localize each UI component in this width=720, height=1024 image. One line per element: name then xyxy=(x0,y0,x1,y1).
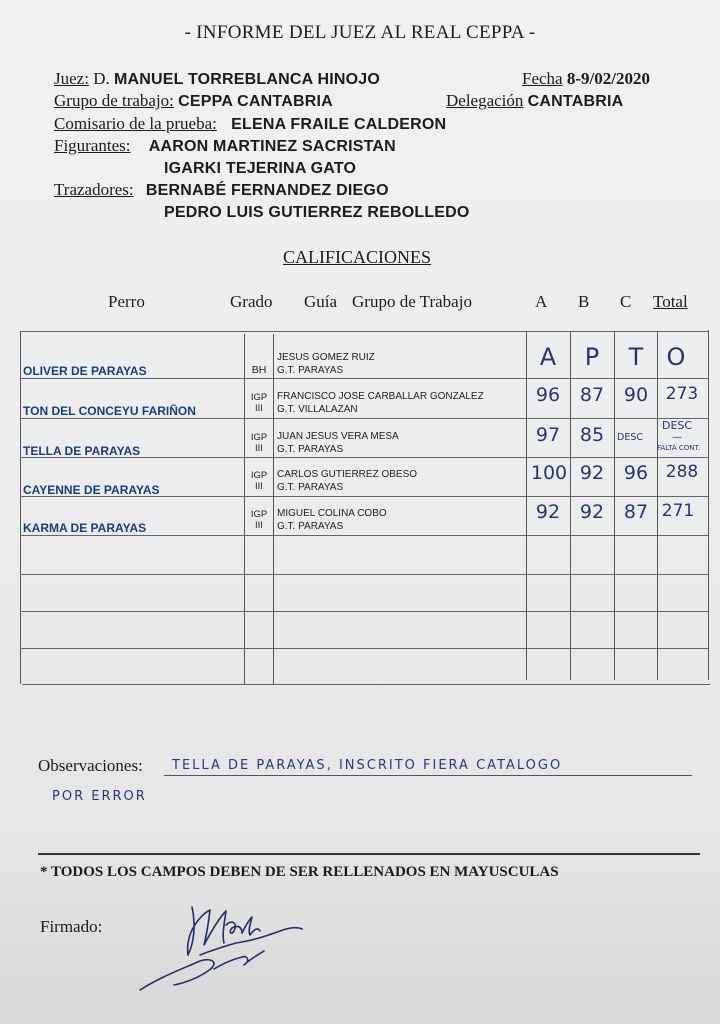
row-1-dog: OLIVER DE PARAYAS xyxy=(23,364,147,378)
delegation-label: Delegación xyxy=(446,91,524,110)
judge-name: MANUEL TORREBLANCA HINOJO xyxy=(113,71,381,88)
row-3-c: DESC xyxy=(617,432,643,443)
row-2-grade-2: III xyxy=(255,403,263,414)
row-4-group: G.T. PARAYAS xyxy=(277,482,344,493)
row-1-a: A xyxy=(539,343,557,371)
row-1-group: G.T. PARAYAS xyxy=(277,365,344,376)
divider xyxy=(38,853,700,855)
row-3-dog: TELLA DE PARAYAS xyxy=(23,444,141,458)
row-4-guide xyxy=(277,468,417,494)
judge-label: Juez: xyxy=(54,69,89,88)
helpers-label: Figurantes: xyxy=(54,136,131,155)
row-3-total-note: FALTA CONT. xyxy=(657,444,701,452)
helper-1: AARON MARTINEZ SACRISTAN xyxy=(148,138,396,155)
col-perro: Perro xyxy=(108,292,145,311)
row-4-dog: CAYENNE DE PARAYAS xyxy=(23,483,160,497)
row-3-guide-name: JUAN JESUS VERA MESA xyxy=(277,431,399,442)
row-3-total-dash: — xyxy=(672,432,682,443)
group-value: CEPPA CANTABRIA xyxy=(178,93,333,110)
helper-2-line xyxy=(164,158,356,178)
tracklayer-2: PEDRO LUIS GUTIERREZ REBOLLEDO xyxy=(164,204,470,221)
row-2-group: G.T. VILLALAZAN xyxy=(277,404,358,415)
row-4-grade-2: III xyxy=(255,481,263,492)
row-4-total: 288 xyxy=(665,462,699,482)
delegation-value: CANTABRIA xyxy=(527,93,624,110)
signature xyxy=(130,885,310,1000)
report-title: - INFORME DEL JUEZ AL REAL CEPPA - xyxy=(184,22,536,43)
group-line xyxy=(54,91,333,111)
row-2-b: 87 xyxy=(579,384,605,406)
col-a: A xyxy=(535,292,548,311)
row-5-a: 92 xyxy=(535,501,561,523)
row-3-guide xyxy=(277,430,399,456)
row-2-a: 96 xyxy=(535,384,561,406)
row-2-total: 273 xyxy=(665,384,699,404)
row-4-c: 96 xyxy=(623,462,649,484)
col-grupo: Grupo de Trabajo xyxy=(352,292,472,311)
row-5-total: 271 xyxy=(661,501,695,521)
row-5-grade-2: III xyxy=(255,520,263,531)
steward-value: ELENA FRAILE CALDERON xyxy=(231,116,447,133)
row-3-grade-1: IGP xyxy=(250,432,268,443)
row-5-grade-1: IGP xyxy=(250,509,268,520)
row-1-total: O xyxy=(666,343,686,371)
signed-label: Firmado: xyxy=(40,917,103,936)
row-3-a: 97 xyxy=(535,424,561,446)
tracklayer-1: BERNABÉ FERNANDEZ DIEGO xyxy=(145,182,389,199)
col-grado: Grado xyxy=(230,292,273,311)
judge-line xyxy=(54,69,380,89)
col-c: C xyxy=(620,292,632,311)
col-total: Total xyxy=(653,292,688,311)
row-2-guide-name: FRANCISCO JOSE CARBALLAR GONZALEZ xyxy=(277,391,484,402)
date-label: Fecha xyxy=(522,69,563,88)
tracklayers-label: Trazadores: xyxy=(54,180,134,199)
judge-prefix: D. xyxy=(93,69,110,88)
row-1-grade: BH xyxy=(251,364,267,376)
row-4-guide-name: CARLOS GUTIERREZ OBESO xyxy=(277,469,418,480)
delegation-line xyxy=(446,91,623,111)
tracklayers-line xyxy=(54,180,389,200)
row-1-b: P xyxy=(584,343,600,371)
row-1-guide-name: JESUS GOMEZ RUIZ xyxy=(277,352,375,363)
row-3-total: DESC xyxy=(662,419,693,432)
row-4-a: 100 xyxy=(530,462,568,484)
row-3-b: 85 xyxy=(579,424,605,446)
observations-label: Observaciones: xyxy=(38,756,143,775)
steward-line xyxy=(54,114,446,134)
date-value: 8-9/02/2020 xyxy=(566,69,650,88)
row-4-grade xyxy=(247,470,271,492)
row-4-b: 92 xyxy=(579,462,605,484)
uppercase-note: * TODOS LOS CAMPOS DEBEN DE SER RELLENADOS EN MAYUSCULAS xyxy=(40,864,559,880)
row-2-c: 90 xyxy=(623,384,649,406)
row-2-dog: TON DEL CONCEYU FARIÑON xyxy=(23,404,196,418)
row-5-c: 87 xyxy=(623,501,649,523)
row-5-grade xyxy=(247,509,271,531)
row-5-group: G.T. PARAYAS xyxy=(277,521,344,532)
row-2-grade-1: IGP xyxy=(250,392,268,403)
row-1-c: T xyxy=(628,343,644,371)
row-1-guide xyxy=(277,351,375,377)
col-guia: Guía xyxy=(304,292,338,311)
row-3-grade xyxy=(247,432,271,454)
group-label: Grupo de trabajo: xyxy=(54,91,174,110)
row-5-guide xyxy=(277,507,387,533)
row-4-grade-1: IGP xyxy=(250,470,268,481)
row-5-guide-name: MIGUEL COLINA COBO xyxy=(277,508,387,519)
row-2-guide xyxy=(277,390,484,416)
observations-line-1 xyxy=(164,775,692,776)
date-line xyxy=(522,69,650,89)
col-b: B xyxy=(578,292,590,311)
observations-text-1: TELLA DE PARAYAS, INSCRITO FIERA CATALOGO xyxy=(172,758,563,773)
tracklayer-2-line xyxy=(164,202,470,222)
section-title: CALIFICACIONES xyxy=(283,247,432,267)
observations-text-2: POR ERROR xyxy=(52,789,147,804)
helper-2: IGARKI TEJERINA GATO xyxy=(164,160,357,177)
row-3-group: G.T. PARAYAS xyxy=(277,444,344,455)
row-5-b: 92 xyxy=(579,501,605,523)
helpers-line xyxy=(54,136,396,156)
row-5-dog: KARMA DE PARAYAS xyxy=(23,521,147,535)
row-3-grade-2: III xyxy=(255,443,263,454)
steward-label: Comisario de la prueba: xyxy=(54,114,217,133)
row-2-grade xyxy=(247,392,271,414)
